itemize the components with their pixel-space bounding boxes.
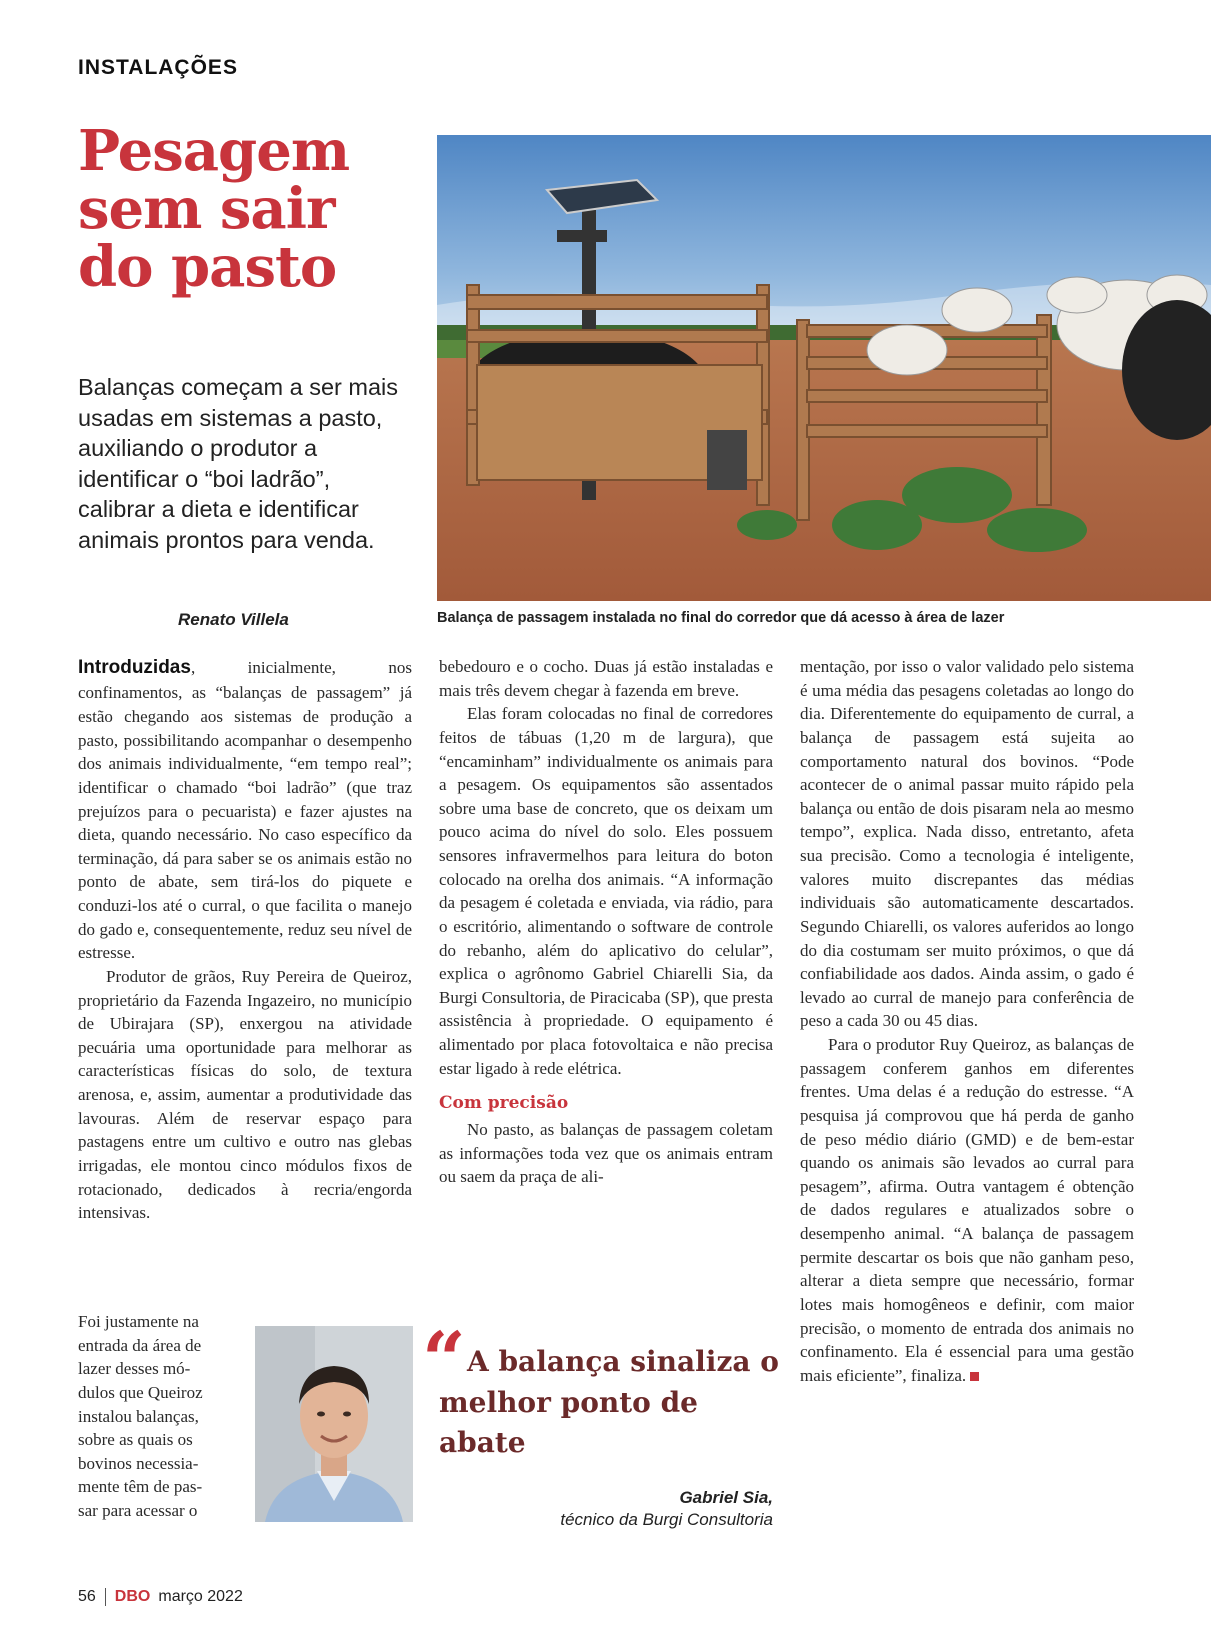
pull-quote-attribution-role: técnico da Burgi Consultoria (560, 1510, 773, 1529)
col1-wrap-line: instalou balanças, (78, 1406, 199, 1426)
headline (78, 118, 418, 301)
article-column-1 (78, 655, 412, 1225)
col1-wrap-line: sobre as quais os (78, 1430, 193, 1450)
col2-paragraph-1: bebedouro e o cocho. Duas já estão instaladas e mais três devem chegar à fazenda em breve. (439, 657, 773, 700)
end-of-article-mark (970, 1372, 979, 1381)
lede: Balanças começam a ser mais usadas em sistemas a pasto, auxiliando o produtor a identificar o “boi ladrão”, calibrar a dieta e identificar animais prontos para venda. (78, 374, 398, 553)
col1-wrap-line: sar para acessar o (78, 1501, 198, 1520)
headline-line-1: Pesagem (78, 118, 350, 184)
col3-paragraph-1: mentação, por isso o valor validado pelo sistema é uma média das pesagens coletadas ao longo do dia. Diferentemente do equipamento de curral, a balança de passagem está sujeita ao comportamento natural dos bovinos. “Pode acontecer de o animal passar muito rápido pela balança ou então de dois pisaram nela ao mesmo tempo”, explica. Nada disso, entretanto, afeta sua precisão. Como a tecnologia é inteligente, valores muito discrepantes das médias individuais são automaticamente descartados. Segundo Chiarelli, os valores auferidos ao longo do dia costumam ser muito próximos, o que dá confiabilidade aos dados. Ainda assim, o gado é levado ao curral de manejo para conferência de peso a cada 30 ou 45 dias. (800, 657, 1134, 1031)
photo-caption: Balança de passagem instalada no final do corredor que dá acesso à área de lazer (437, 610, 1005, 626)
col1-wrap-line: lazer desses mó- (78, 1359, 191, 1379)
pull-quote-attribution-name: Gabriel Sia, (679, 1488, 773, 1507)
col1-wrap-line: bovinos necessia- (78, 1453, 199, 1473)
col1-wrap-line: dulos que Queiroz (78, 1382, 203, 1402)
subhead-com-precisao: Com precisão (439, 1093, 569, 1114)
portrait-photo-gabriel-sia (255, 1326, 413, 1522)
feature-photo-scale-corral (437, 135, 1211, 601)
author-byline: Renato Villela (178, 610, 289, 629)
page-number: 56 (78, 1588, 96, 1605)
article-column-1-wrap (78, 1310, 233, 1523)
issue-date: março 2022 (158, 1588, 243, 1605)
col1-wrap-line: entrada da área de (78, 1335, 202, 1355)
col1-wrap-line: Foi justamente na (78, 1312, 199, 1331)
footer-divider (105, 1588, 106, 1606)
pull-quote-text: A balança sinaliza o melhor ponto de abate (439, 1345, 779, 1460)
quote-mark-icon: “ (422, 1315, 466, 1404)
page-footer (78, 1588, 243, 1606)
section-label: INSTALAÇÕES (78, 56, 238, 79)
headline-line-2: sem sair (78, 176, 335, 243)
lead-word: Introduzidas (78, 657, 191, 678)
col2-paragraph-2: Elas foram colocadas no final de corredores feitos de tábuas (1,20 m de largura), que “encaminham” individualmente os animais para a pesagem. Os equipamentos são assentados sobre uma base de concreto, que os deixam um pouco acima do nível do solo. Eles possuem sensores infravermelhos para leitura do boton colocado na orelha dos animais. “A informação da pesagem é coletada e enviada, via rádio, para o escritório, alimentando o software de controle do rebanho, além do aplicativo do celular”, explica o agrônomo Gabriel Chiarelli Sia, da Burgi Consultoria, de Piracicaba (SP), que presta assistência à propriedade. O equipamento é alimentado por placa fotovoltaica e não precisa estar ligado à rede elétrica. (439, 704, 773, 1078)
headline-line-3: do pasto (78, 234, 337, 301)
magazine-logo: DBO (114, 1588, 151, 1605)
col1-paragraph-1: , inicialmente, nos confinamentos, as “balanças de passagem” já estão chegando aos sistemas de produção a pasto, possibilitando acompanhar o desempenho dos animais individualmente, “em tempo real”; identificar o chamado “boi ladrão” (que traz prejuízos para o pecuarista) e fazer ajustes na dieta, quando necessário. No caso específico da terminação, dá para saber se os animais estão no ponto de abate, sem tirá-los do piquete e conduzi-los até o curral, o que facilita o manejo do gado e, consequentemente, reduz seu nível de estresse. (78, 658, 412, 963)
col1-paragraph-2: Produtor de grãos, Ruy Pereira de Queiroz, proprietário da Fazenda Ingazeiro, no município de Ubirajara (SP), enxergou na atividade pecuária uma oportunidade para melhorar as características físicas do solo, de textura arenosa, e, assim, aumentar a produtividade das lavouras. Além de reservar espaço para pastagens entre um cultivo e outro nas glebas irrigadas, ele montou cinco módulos fixos de rotacionado, dedicados à recria/engorda intensivas. (78, 966, 412, 1223)
col1-wrap-line: mente têm de pas- (78, 1477, 203, 1497)
article-column-3 (800, 655, 1134, 1387)
pull-quote (439, 1342, 779, 1464)
col3-paragraph-2: Para o produtor Ruy Queiroz, as balanças de passagem conferem ganhos em diferentes frentes. Uma delas é a redução do estresse. “A pesquisa já comprovou que há perda de ganho de peso médio diário (GMD) e de bem-estar quando os animais são levados ao curral para pesagem”, afirma. Outra vantagem é obtenção de dados regulares e atualizados sobre o desempenho animal. “A balança de passagem permite descartar os bois que não ganham peso, alterar a dieta sempre que necessário, formar lotes mais homogêneos e definir, com maior precisão, o momento de entrada dos animais no confinamento. Ela é essencial para uma gestão mais eficiente”, finaliza. (800, 1035, 1134, 1385)
col2-paragraph-3: No pasto, as balanças de passagem coletam as informações toda vez que os animais entram ou saem da praça de ali- (439, 1119, 773, 1187)
article-column-2 (439, 655, 773, 1189)
